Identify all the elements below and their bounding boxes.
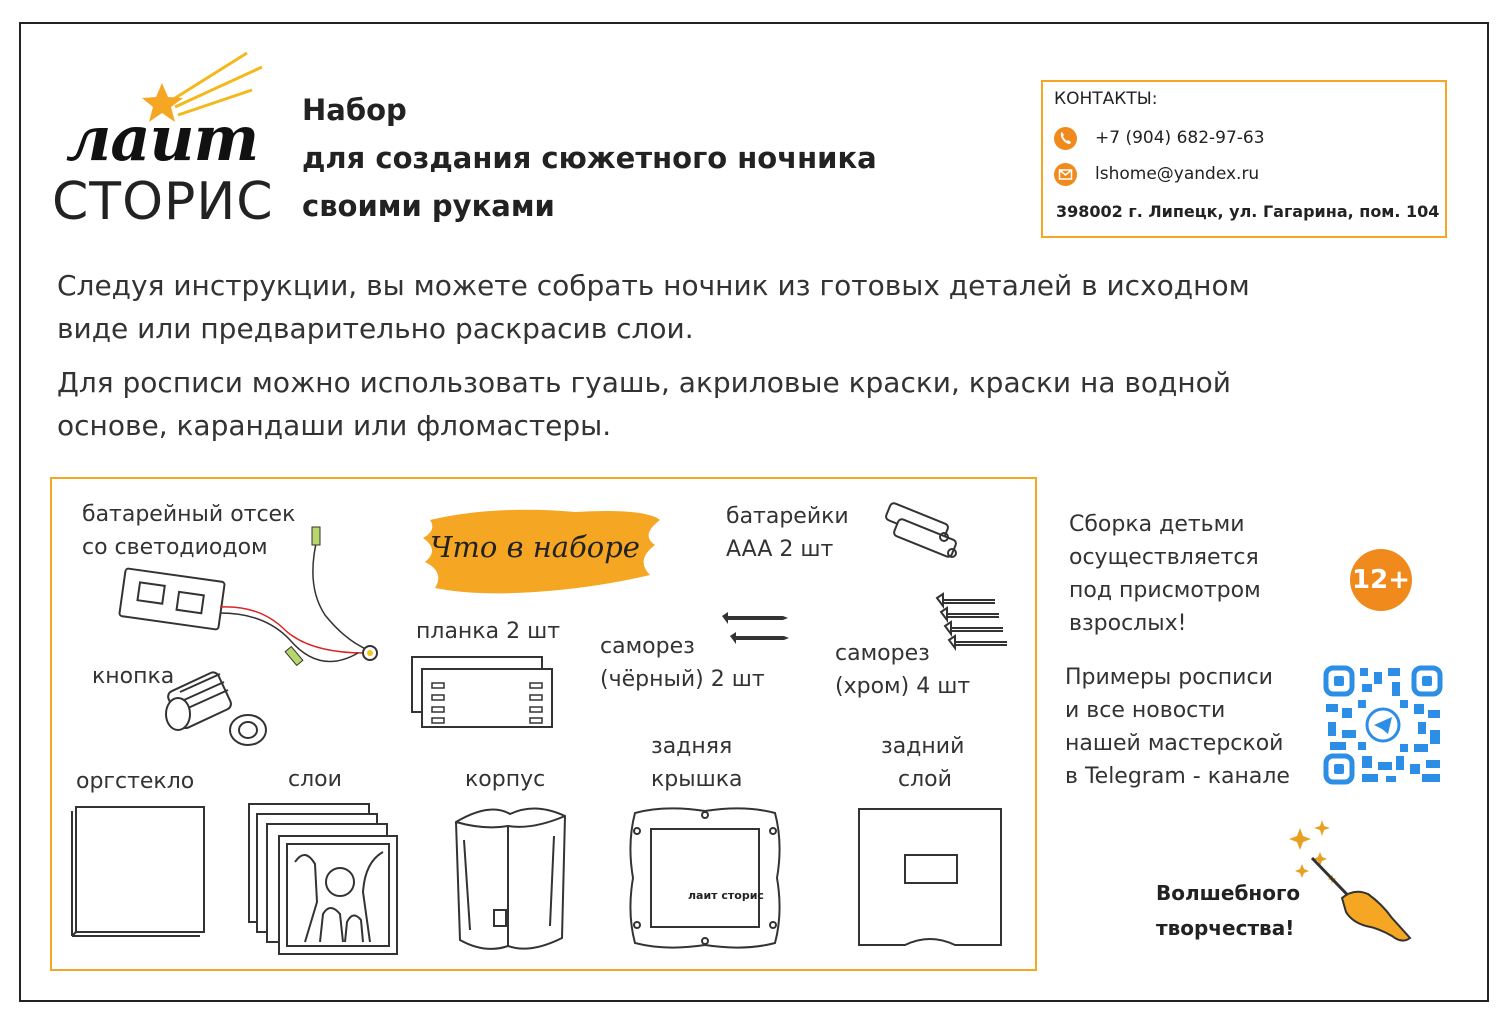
layers-drawing	[245, 802, 400, 962]
label-back-cover-1: задняя	[651, 734, 733, 759]
assembly-note-2: осуществляется	[1069, 545, 1259, 570]
title-line-1: Набор	[302, 93, 407, 127]
assembly-note-1: Сборка детьми	[1069, 512, 1245, 537]
contacts-phone[interactable]: +7 (904) 682-97-63	[1095, 128, 1265, 148]
label-plexiglass: оргстекло	[76, 769, 195, 794]
batteries-drawing	[880, 505, 970, 565]
assembly-note-4: взрослых!	[1069, 611, 1187, 636]
label-button: кнопка	[92, 664, 175, 689]
contacts-heading: КОНТАКТЫ:	[1054, 89, 1158, 109]
intro-p2-line1: Для росписи можно использовать гуашь, акриловые краски, краски на водной	[57, 366, 1232, 399]
assembly-note-3: под присмотром	[1069, 578, 1261, 603]
title-line-2: для создания сюжетного ночника	[302, 141, 877, 175]
contacts-box	[1041, 80, 1447, 238]
logo-wordmark-top: лаит	[66, 102, 259, 175]
label-back-layer-1: задний	[881, 734, 965, 759]
farewell-line-1: Волшебного	[1156, 881, 1301, 905]
screws-black-drawing	[720, 610, 790, 655]
intro-p2-line2: основе, карандаши или фломастеры.	[57, 409, 612, 442]
label-screw-black-1: саморез	[600, 634, 695, 659]
label-screw-black-2: (чёрный) 2 шт	[600, 667, 765, 692]
label-screw-chrome-1: саморез	[835, 641, 930, 666]
body-drawing	[450, 800, 570, 958]
label-plank: планка 2 шт	[416, 619, 561, 644]
telegram-qr-code[interactable]	[1322, 664, 1444, 786]
back-cover-logo: лаит сторис	[688, 889, 764, 902]
label-battery-holder-1: батарейный отсек	[82, 502, 296, 527]
age-badge	[1350, 549, 1412, 611]
contacts-address: 398002 г. Липецк, ул. Гагарина, пом. 104	[1056, 202, 1440, 221]
logo-wordmark-bottom: СТОРИС	[52, 172, 274, 232]
label-back-cover-2: крышка	[651, 767, 743, 792]
intro-p1-line1: Следуя инструкции, вы можете собрать ночник из готовых деталей в исходном	[57, 269, 1250, 302]
telegram-note-3: нашей мастерской	[1065, 731, 1284, 756]
phone-icon	[1054, 127, 1077, 150]
telegram-note-2: и все новости	[1065, 698, 1226, 723]
back-layer-drawing	[855, 805, 1005, 955]
button-drawing	[160, 672, 270, 752]
intro-p1-line2: виде или предварительно раскрасив слои.	[57, 312, 694, 345]
plexiglass-drawing	[70, 805, 210, 940]
label-batteries-2: AAA 2 шт	[726, 537, 834, 562]
title-line-3: своими руками	[302, 189, 555, 223]
contacts-email[interactable]: lshome@yandex.ru	[1095, 164, 1260, 184]
telegram-note-4: в Telegram - канале	[1065, 764, 1290, 789]
label-batteries-1: батарейки	[726, 504, 849, 529]
mail-icon	[1054, 163, 1077, 186]
telegram-note-1: Примеры росписи	[1065, 665, 1273, 690]
magic-wand-hand-icon	[1282, 818, 1422, 948]
age-badge-text: 12+	[1352, 565, 1410, 595]
farewell-line-2: творчества!	[1156, 916, 1295, 940]
plank-drawing	[410, 655, 555, 730]
label-screw-chrome-2: (хром) 4 шт	[835, 674, 971, 699]
label-body: корпус	[465, 767, 546, 792]
kit-banner-text: Что в наборе	[430, 530, 640, 564]
label-battery-holder-2: со светодиодом	[82, 535, 268, 560]
screws-chrome-drawing	[935, 592, 1010, 657]
back-cover-drawing	[625, 803, 785, 953]
label-layers: слои	[288, 767, 342, 792]
label-back-layer-2: слой	[898, 767, 952, 792]
